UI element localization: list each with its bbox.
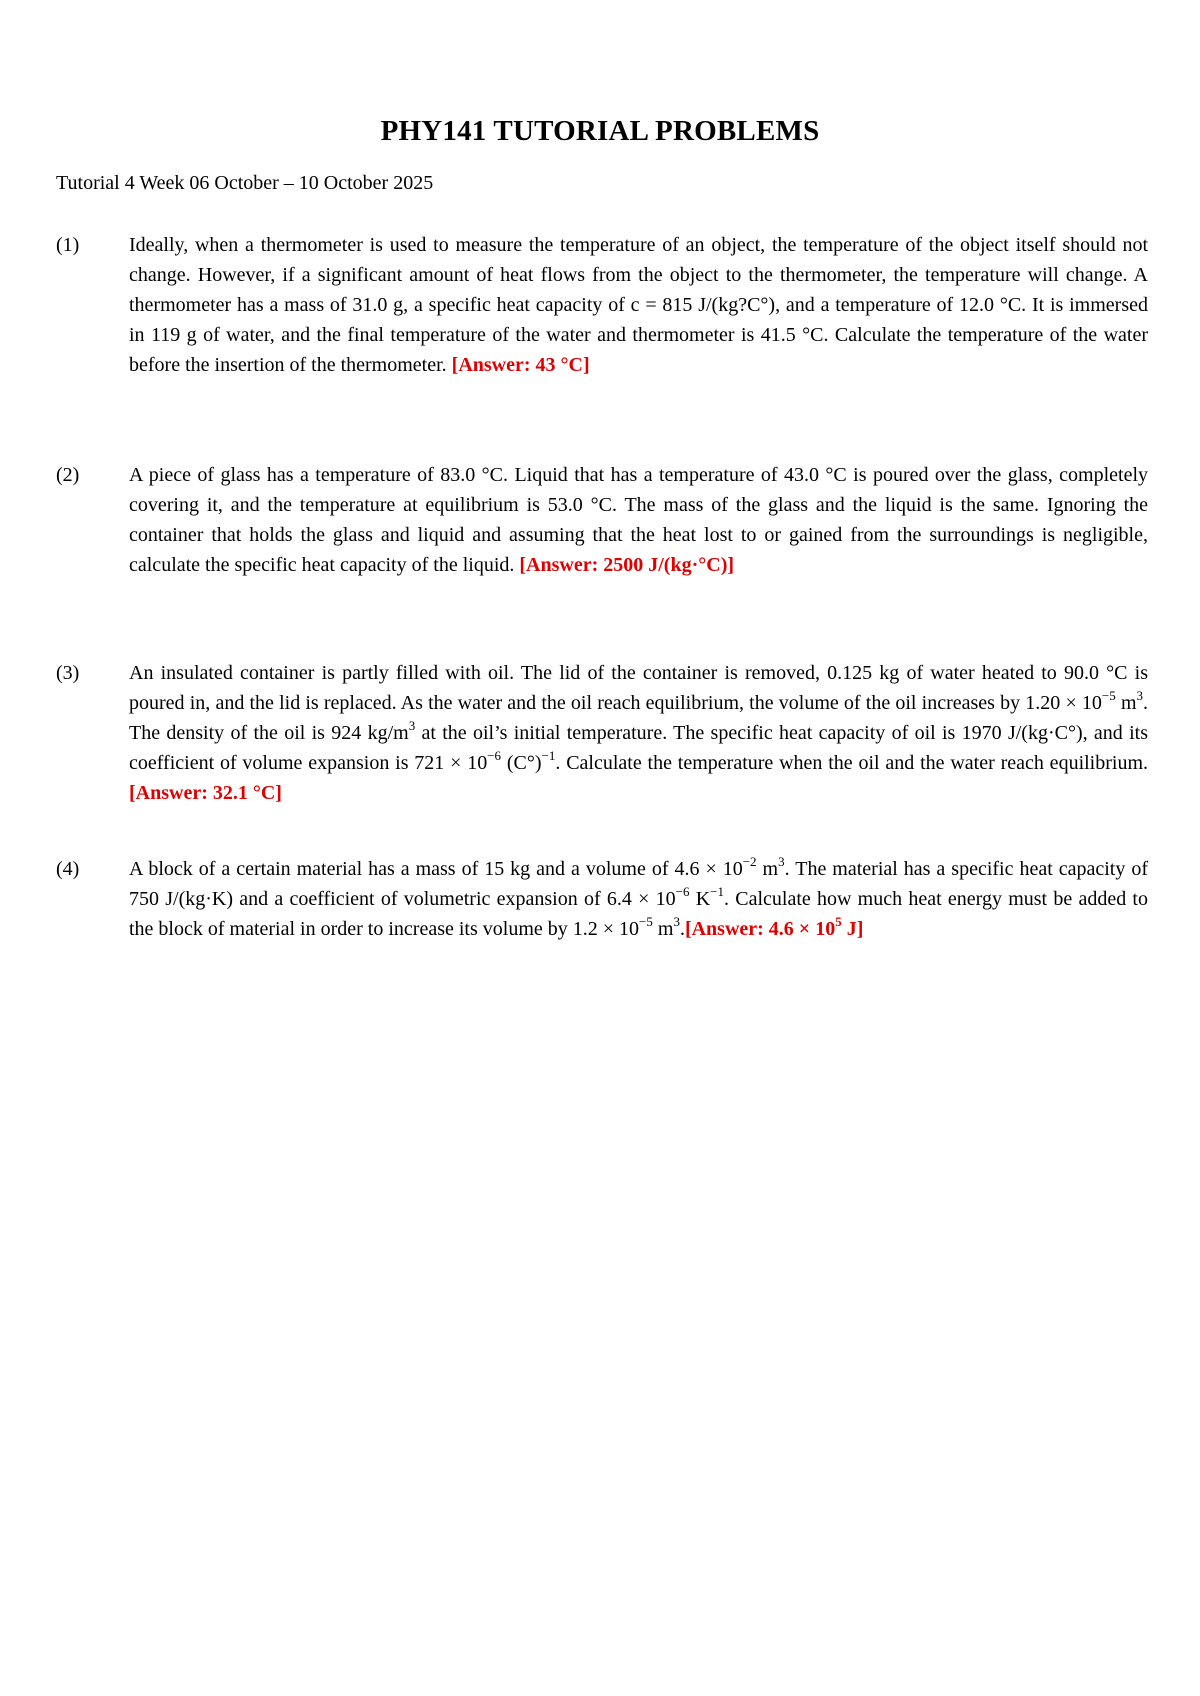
problem-body: An insulated container is partly filled with oil. The lid of the container is removed, 0.125 kg of water heated to 90.0 °C is poured in, and the lid is replaced. As the water and the oil reach equilibrium, the volume of the oil increases by 1.20 × 10 bbox=[129, 662, 1148, 714]
exponent: −1 bbox=[541, 748, 556, 764]
exponent: −5 bbox=[639, 914, 653, 930]
problem-body: Ideally, when a thermometer is used to measure the temperature of an object, the temperature of the object itself should not change. However, if a significant amount of heat flows from the object to the thermometer, the temperature will change. A thermometer has a mass of 31.0 g, a specific heat capacity of c = 815 J/(kg?C°), and a temperature of 12.0 °C. It is immersed in 119 g of water, and the final temperature of the water and thermometer is 41.5 °C. Calculate the temperature of the water before the insertion of the thermometer. bbox=[129, 234, 1148, 376]
problem-body: K bbox=[689, 888, 711, 910]
exponent: −6 bbox=[675, 884, 690, 900]
exponent: 3 bbox=[673, 914, 680, 930]
exponent: 3 bbox=[1136, 688, 1143, 704]
problem-text bbox=[129, 230, 1148, 380]
problem-body: A piece of glass has a temperature of 83.0 °C. Liquid that has a temperature of 43.0 °C is poured over the glass, completely covering it, and the temperature at equilibrium is 53.0 °C. The mass of the glass and the liquid is the same. Ignoring the container that holds the glass and liquid and assuming that the heat lost to or gained from the surroundings is negligible, calculate the specific heat capacity of the liquid. bbox=[129, 464, 1148, 576]
problem-number: (4) bbox=[56, 858, 80, 880]
problem-body: m bbox=[652, 918, 674, 940]
problem-body: (C°) bbox=[501, 752, 542, 774]
problem-body: m bbox=[1115, 692, 1137, 714]
problem-number: (3) bbox=[56, 662, 80, 684]
exponent: −2 bbox=[742, 854, 757, 870]
problem-body: m bbox=[756, 858, 779, 880]
problem-number: (1) bbox=[56, 234, 80, 256]
answer: [Answer: 2500 J/(kg·°C)] bbox=[519, 554, 735, 576]
problem-text bbox=[129, 658, 1148, 808]
page-title: PHY141 TUTORIAL PROBLEMS bbox=[380, 115, 820, 147]
answer bbox=[684, 914, 864, 940]
exponent: −6 bbox=[487, 748, 502, 764]
problem-body: A block of a certain material has a mass of 15 kg and a volume of 4.6 × 10 bbox=[129, 858, 743, 880]
problem-body: . Calculate how much heat energy must be added to the block of material in order to increase its volume by 1.2 × 10 bbox=[129, 888, 1148, 940]
problem-number: (2) bbox=[56, 464, 80, 486]
exponent: 3 bbox=[778, 854, 785, 870]
answer-part: [Answer: 4.6 × 10 bbox=[684, 918, 836, 940]
exponent: −1 bbox=[710, 884, 724, 900]
answer-part: J] bbox=[841, 918, 864, 940]
problem-body: . Calculate the temperature when the oil and the water reach equilibrium. bbox=[555, 752, 1149, 774]
problem-body: . The material has a specific heat capacity of 750 J/(kg·K) and a coefficient of volumetric expansion of 6.4 × 10 bbox=[129, 858, 1148, 910]
tutorial-subtitle: Tutorial 4 Week 06 October – 10 October 2025 bbox=[56, 172, 434, 194]
problem-text bbox=[129, 460, 1148, 580]
problem-body: at the oil’s initial temperature. The specific heat capacity of oil is 1970 J/(kg·C°), and its coefficient of volume expansion is 721 × 10 bbox=[129, 722, 1148, 774]
problem-body: . bbox=[679, 918, 685, 940]
exponent: 3 bbox=[408, 718, 416, 734]
answer: [Answer: 32.1 °C] bbox=[129, 782, 282, 804]
problem-body: . The density of the oil is 924 kg/m bbox=[129, 692, 1148, 744]
answer: [Answer: 43 °C] bbox=[451, 354, 590, 376]
answer-exponent: 5 bbox=[835, 914, 842, 930]
problem-text bbox=[129, 854, 1148, 944]
exponent: −5 bbox=[1101, 688, 1116, 704]
